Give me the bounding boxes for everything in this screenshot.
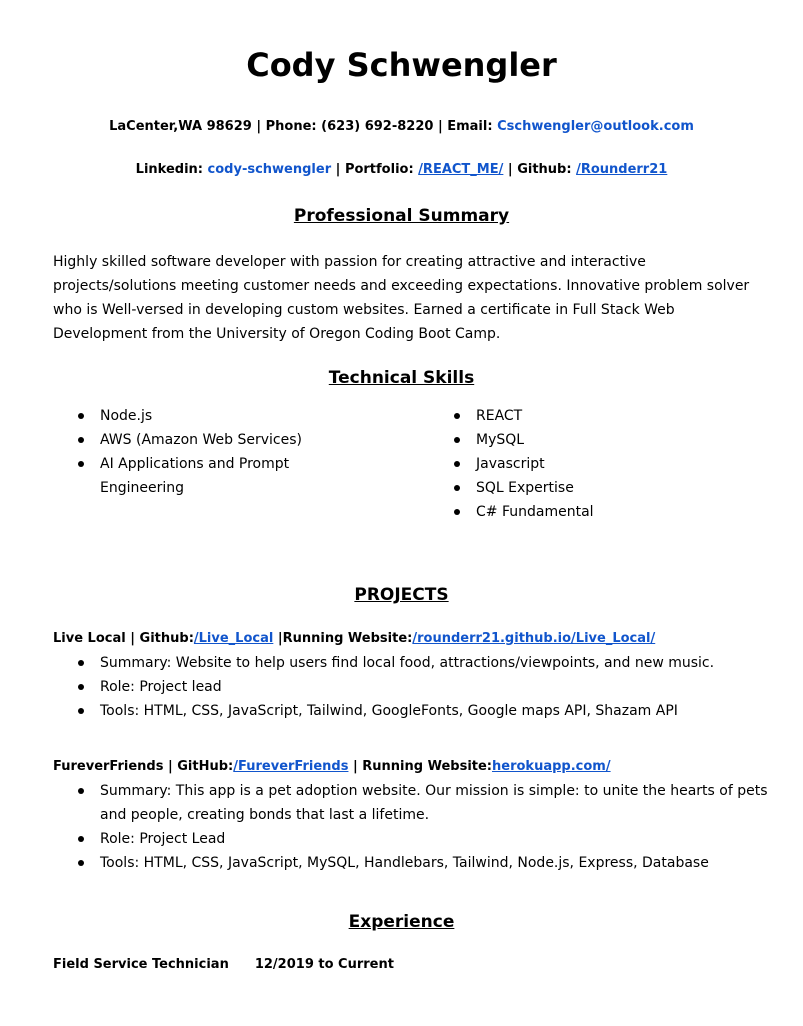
project-bullet-text: Tools: HTML, CSS, JavaScript, MySQL, Handlebars, Tailwind, Node.js, Express, Database — [100, 855, 709, 871]
summary-text: Highly skilled software developer with passion for creating attractive and interactive projects/solutions meeting customer needs and exceeding expectations. Innovative problem solver who is Well-versed in developing custom websites. Earned a certificate in Full Stack Web Development from the University of Oregon Coding Boot Camp. — [53, 254, 750, 342]
contact-line — [0, 119, 803, 134]
candidate-name: Cody Schwengler — [246, 46, 557, 84]
bullet-icon — [78, 860, 84, 866]
list-item — [53, 651, 768, 675]
website-label: Running Website: — [282, 631, 413, 646]
bullet-icon — [78, 836, 84, 842]
project-website-link[interactable]: /rounderr21.github.io/Live_Local/ — [412, 631, 656, 646]
bullet-icon — [454, 509, 460, 515]
project-bullet-text: Role: Project lead — [100, 679, 222, 695]
skill-text: SQL Expertise — [476, 480, 574, 496]
list-item — [429, 476, 729, 500]
skills-heading: Technical Skills — [328, 368, 475, 388]
bullet-icon — [78, 660, 84, 666]
job-title: Field Service Technician — [53, 957, 229, 972]
phone-number: (623) 692-8220 — [321, 119, 434, 134]
skill-text: MySQL — [476, 432, 525, 448]
skills-left-column — [53, 404, 353, 500]
list-item — [429, 404, 729, 428]
bullet-icon — [454, 485, 460, 491]
project-details-furever-friends — [53, 779, 768, 875]
email-link[interactable]: Cschwengler@outlook.com — [497, 119, 694, 134]
project-name: Live Local — [53, 631, 126, 646]
phone-label: Phone: — [265, 119, 317, 134]
job-dates: 12/2019 to Current — [254, 957, 394, 972]
location: LaCenter,WA 98629 — [109, 119, 252, 134]
list-item — [53, 404, 353, 428]
bullet-icon — [78, 684, 84, 690]
skill-text: REACT — [476, 408, 523, 424]
project-details-live-local — [53, 651, 768, 723]
summary-section — [53, 250, 763, 346]
project-github-link[interactable]: /Live_Local — [193, 631, 274, 646]
website-label: Running Website: — [362, 759, 493, 774]
list-item — [53, 675, 768, 699]
list-item — [53, 699, 768, 723]
project-title-furever-friends: FureverFriends | GitHub:/FureverFriends | Running Website:herokuapp.com/ — [53, 759, 611, 774]
project-website-link[interactable]: herokuapp.com/ — [492, 759, 611, 774]
bullet-icon — [78, 788, 84, 794]
portfolio-label: Portfolio: — [344, 162, 414, 177]
project-bullet-text: Tools: HTML, CSS, JavaScript, Tailwind, GoogleFonts, Google maps API, Shazam API — [100, 703, 678, 719]
links-line — [0, 162, 803, 177]
skills-right-column — [429, 404, 729, 524]
project-bullet-text: Summary: Website to help users find local food, attractions/viewpoints, and new music. — [100, 655, 715, 671]
list-item — [429, 452, 729, 476]
github-link[interactable]: /Rounderr21 — [576, 162, 668, 177]
linkedin-label: Linkedin: — [135, 162, 203, 177]
project-github-link[interactable]: /FureverFriends — [233, 759, 349, 774]
project-bullet-text: Summary: This app is a pet adoption website. Our mission is simple: to unite the hearts of pets and people, creating bonds that last a lifetime. — [100, 783, 768, 823]
separator: | — [256, 119, 262, 134]
skill-text: AI Applications and Prompt Engineering — [100, 456, 290, 496]
bullet-icon — [78, 708, 84, 714]
skill-text: AWS (Amazon Web Services) — [100, 432, 302, 448]
list-item — [53, 851, 768, 875]
github-label: Github: — [517, 162, 572, 177]
list-item — [53, 779, 768, 827]
summary-heading: Professional Summary — [293, 206, 510, 226]
bullet-icon — [454, 413, 460, 419]
bullet-icon — [78, 461, 84, 467]
email-label: Email: — [447, 119, 493, 134]
project-bullet-text: Role: Project Lead — [100, 831, 226, 847]
separator: | — [507, 162, 513, 177]
bullet-icon — [454, 461, 460, 467]
bullet-icon — [78, 437, 84, 443]
skill-text: C# Fundamental — [476, 504, 594, 520]
skill-text: Javascript — [476, 456, 545, 472]
list-item — [429, 500, 729, 524]
experience-entry — [53, 957, 394, 972]
separator: | — [437, 119, 443, 134]
project-title-live-local: Live Local | Github:/Live_Local |Running Website:/rounderr21.github.io/Live_Local/ — [53, 631, 656, 646]
github-label: GitHub: — [177, 759, 234, 774]
list-item — [53, 827, 768, 851]
bullet-icon — [78, 413, 84, 419]
projects-heading: PROJECTS — [354, 585, 449, 605]
experience-heading: Experience — [348, 912, 455, 932]
bullet-icon — [454, 437, 460, 443]
separator: | — [335, 162, 341, 177]
list-item — [429, 428, 729, 452]
skill-text: Node.js — [100, 408, 153, 424]
github-label: Github: — [139, 631, 194, 646]
linkedin-link[interactable]: cody-schwengler — [207, 162, 332, 177]
list-item — [53, 428, 353, 452]
portfolio-link[interactable]: /REACT_ME/ — [418, 162, 504, 177]
list-item — [53, 452, 320, 500]
project-name: FureverFriends — [53, 759, 164, 774]
